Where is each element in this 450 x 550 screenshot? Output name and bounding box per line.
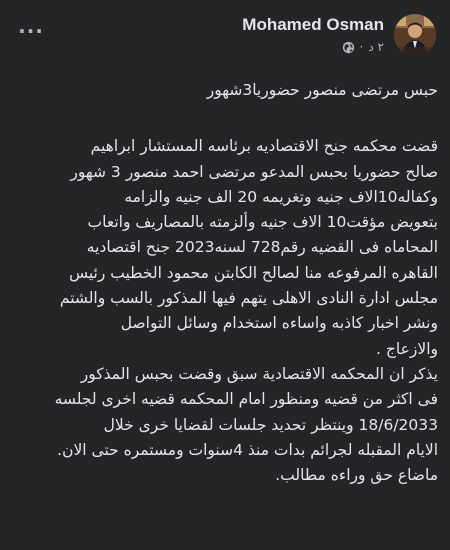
- author-name[interactable]: Mohamed Osman: [242, 15, 384, 34]
- post-line: ماضاع حق وراءه مطالب.: [275, 466, 438, 485]
- post-body: [12, 78, 438, 488]
- post-line: بتعويض مؤقت10 الاف جنيه وألزمته بالمصاريف واتعاب: [87, 213, 438, 232]
- post-line: يذكر ان المحكمه الاقتصادية سبق وقضت بحبس المذكور: [80, 364, 438, 383]
- more-options-button[interactable]: [16, 19, 46, 43]
- post-line: الايام المقبله لجرائم بدات منذ 4سنوات ومستمره حتى الان.: [57, 440, 438, 459]
- post-line: القاهره المرفوعه منا لصالح الكابتن محمود الخطيب رئيس: [69, 263, 438, 282]
- post-headline: حبس مرتضى منصور حضوريا3شهور: [206, 81, 438, 99]
- avatar[interactable]: [394, 14, 436, 56]
- more-dots-icon: ···: [18, 19, 44, 43]
- post-line: والازعاج .: [376, 339, 438, 358]
- post-line: 18/6/2033 وينتظر تحديد جلسات لقضايا خرى خلال: [103, 415, 438, 434]
- globe-icon[interactable]: [342, 41, 355, 54]
- post-line: وكفاله10الاف جنيه وتغريمه 20 الف جنيه والزامه: [124, 187, 438, 206]
- post-meta: [342, 40, 384, 54]
- post-line: فى اكثر من قضيه ومنظور امام المحكمه قضيه اخرى لجلسه: [54, 390, 438, 409]
- post-line: ونشر اخبار كاذبه واساءه استخدام وسائل التواصل: [120, 314, 438, 333]
- post-line: مجلس ادارة النادى الاهلى يتهم فيها المذكور بالسب والشتم: [59, 289, 438, 308]
- dot-separator: ·: [359, 40, 364, 54]
- post-line: المحاماه فى القضيه رقم728 لسنه2023 جنح اقتصاديه: [86, 238, 438, 257]
- post-line: قضت محكمه جنح الاقتصاديه برئاسه المستشار ابراهيم: [90, 137, 438, 156]
- post-header: [0, 10, 450, 60]
- avatar-photo: [394, 14, 436, 56]
- post-timestamp[interactable]: ٢ د: [368, 40, 384, 54]
- post-line: صالح حضوريا بحبس المدعو مرتضى احمد منصور 3 شهور: [70, 162, 438, 181]
